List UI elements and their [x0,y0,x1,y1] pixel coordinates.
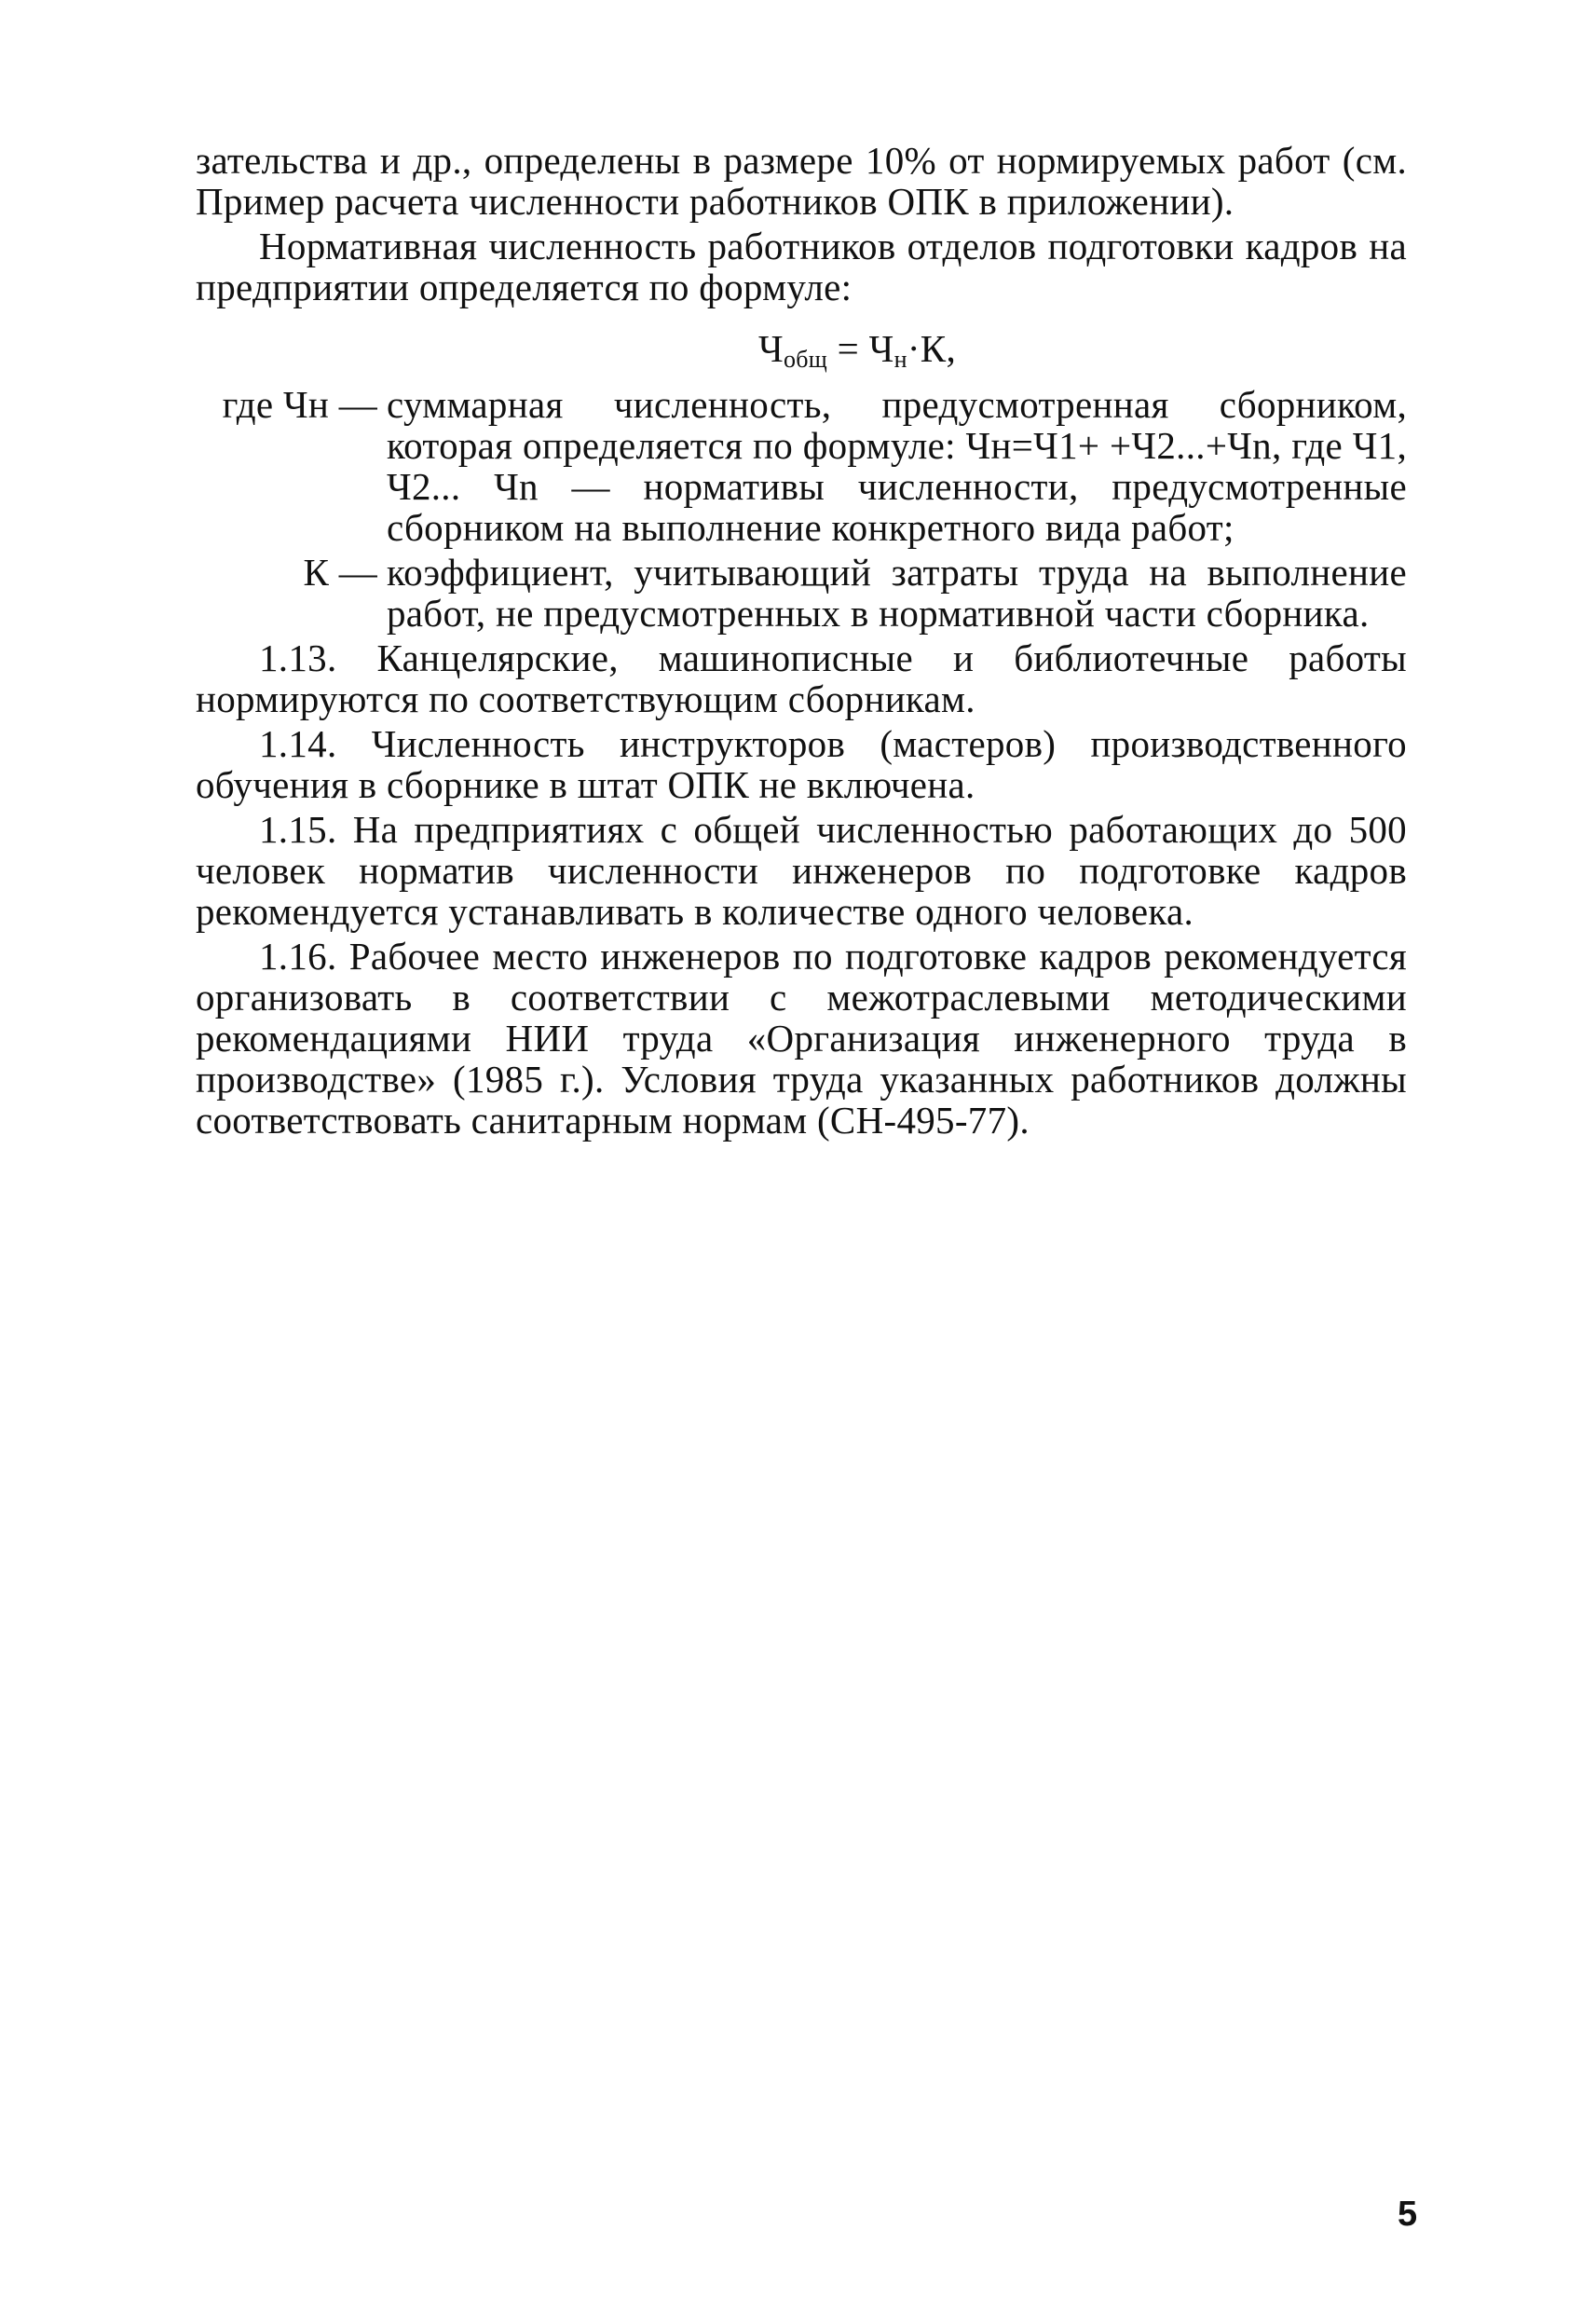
formula-equals: = [837,327,860,370]
paragraph-normative-staffing: Нормативная численность работников отделов подготовки кадров на предприятии определяется по формуле: [196,225,1407,308]
definition-term: К — [303,551,377,594]
definition-text: коэффициент, учитывающий затраты труда на выполнение работ, не предусмотренных в нормативной части сборника. [387,551,1407,635]
item-1-13: 1.13. Канцелярские, машинописные и библиотечные работы нормируются по соответствующим сборникам. [196,636,1407,720]
item-1-14: 1.14. Численность инструкторов (мастеров) производственного обучения в сборнике в штат ОПК не включена. [196,722,1407,806]
formula-lhs-subscript: общ [783,346,828,373]
definition-text: суммарная численность, предусмотренная сборником, которая определяется по формуле: Чн=Ч1+ +Ч2...+Чn, где Ч1, Ч2... Чn — нормативы численности, предусмотренные сборником на выполнение конкретного вида работ; [387,383,1407,549]
formula-lhs: Ч [758,327,784,370]
definition-term: где Чн — [222,383,377,426]
page-number: 5 [1398,2195,1418,2234]
formula-rhs-subscript: н [893,346,907,373]
item-1-16: 1.16. Рабочее место инженеров по подготовке кадров рекомендуется организовать в соответствии с межотраслевыми методическими рекомендациями НИИ труда «Организация инженерного труда в производстве» (1985 г.). Условия труда указанных работников должны соответствовать санитарным нормам (СН-495-77). [196,935,1407,1142]
formula-rhs: Ч [868,327,894,370]
item-1-15: 1.15. На предприятиях с общей численностью работающих до 500 человек норматив численности инженеров по подготовке кадров рекомендуется устанавливать в количестве одного человека. [196,808,1407,933]
formula-rhs-tail: ·К, [907,327,956,370]
formula [196,327,1407,373]
page-body [196,140,1407,1141]
definition-chn [196,384,1407,548]
paragraph-continuation: зательства и др., определены в размере 10% от нормируемых работ (см. Пример расчета численности работников ОПК в приложении). [196,139,1407,223]
definition-k [196,552,1407,634]
